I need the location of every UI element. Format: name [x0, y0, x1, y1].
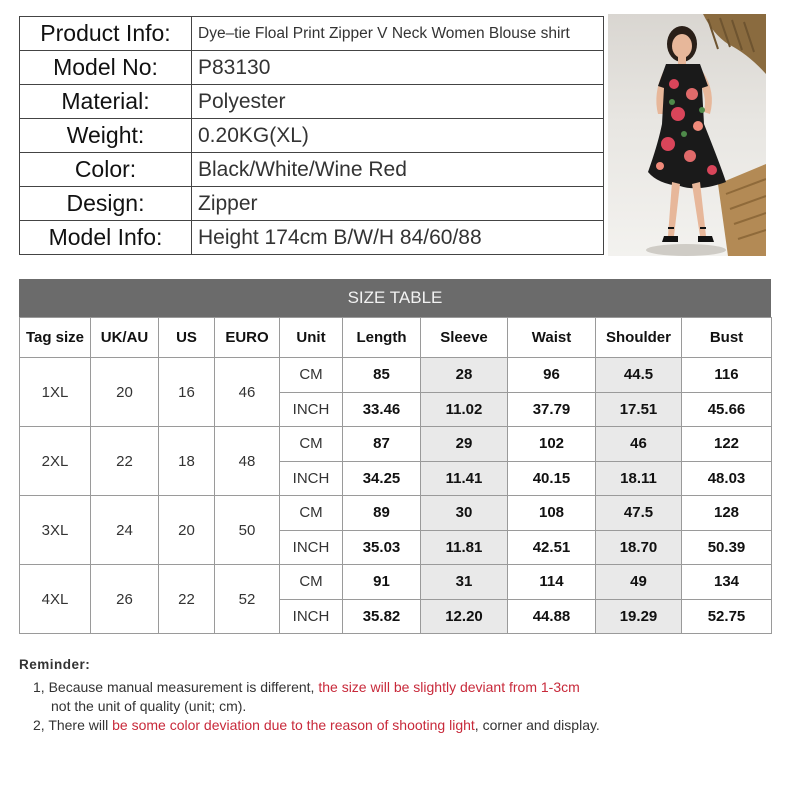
- size-table-header-cell: Unit: [280, 318, 343, 358]
- reminder-line-1: [33, 678, 759, 697]
- info-row: [20, 17, 604, 51]
- size-table-header-cell: EURO: [215, 318, 280, 358]
- flower: [686, 88, 698, 100]
- info-value: Zipper: [192, 187, 604, 221]
- size-cell-euro: 46: [215, 358, 280, 427]
- leaf: [669, 99, 675, 105]
- info-label: Weight:: [20, 119, 192, 153]
- left-sandal: [662, 236, 678, 242]
- info-label: Product Info:: [20, 17, 192, 51]
- size-cell-bust: 134: [682, 565, 772, 600]
- size-cell-bust: 52.75: [682, 599, 772, 634]
- wooden-deck: [718, 164, 766, 256]
- size-cell-length: 35.82: [343, 599, 421, 634]
- flower: [669, 79, 679, 89]
- size-table-header-row: [20, 318, 772, 358]
- size-cell-waist: 102: [508, 427, 596, 462]
- size-cell-unit: INCH: [280, 530, 343, 565]
- reminder-line-2-highlight: be some color deviation due to the reason of shooting light: [112, 717, 475, 733]
- flower: [693, 121, 703, 131]
- size-cell-unit: INCH: [280, 392, 343, 427]
- floor-shadow: [646, 244, 726, 256]
- info-row: [20, 51, 604, 85]
- size-cell-unit: INCH: [280, 599, 343, 634]
- size-cell-length: 35.03: [343, 530, 421, 565]
- size-cell-unit: CM: [280, 565, 343, 600]
- size-cell-us: 18: [159, 427, 215, 496]
- size-table-row: [20, 565, 772, 600]
- size-cell-shoulder: 46: [596, 427, 682, 462]
- size-table-header-cell: US: [159, 318, 215, 358]
- size-cell-length: 89: [343, 496, 421, 531]
- size-cell-bust: 122: [682, 427, 772, 462]
- size-cell-shoulder: 47.5: [596, 496, 682, 531]
- size-cell-length: 34.25: [343, 461, 421, 496]
- size-cell-us: 16: [159, 358, 215, 427]
- size-cell-shoulder: 18.70: [596, 530, 682, 565]
- size-cell-sleeve: 29: [421, 427, 508, 462]
- size-cell-uk: 24: [91, 496, 159, 565]
- reminder-line-2-text: 2, There will: [33, 717, 113, 733]
- right-sandal: [698, 236, 714, 242]
- size-table-header-cell: Waist: [508, 318, 596, 358]
- size-cell-bust: 116: [682, 358, 772, 393]
- leaf: [681, 131, 687, 137]
- model-photo: [608, 14, 766, 256]
- size-cell-sleeve: 28: [421, 358, 508, 393]
- thatched-roof: [703, 14, 766, 74]
- reminder-line-2: [33, 716, 759, 735]
- size-cell-uk: 20: [91, 358, 159, 427]
- size-cell-waist: 44.88: [508, 599, 596, 634]
- face: [672, 34, 692, 58]
- size-cell-tag: 4XL: [20, 565, 91, 634]
- size-cell-tag: 3XL: [20, 496, 91, 565]
- size-table-title: SIZE TABLE: [19, 279, 771, 317]
- neck: [678, 56, 686, 64]
- flower: [661, 137, 675, 151]
- info-label: Model No:: [20, 51, 192, 85]
- reminder-line-1-text: 1, Because manual measurement is different,: [33, 679, 319, 695]
- info-value: P83130: [192, 51, 604, 85]
- info-row: [20, 119, 604, 153]
- info-value: Dye–tie Floal Print Zipper V Neck Women Blouse shirt: [192, 17, 604, 51]
- size-cell-sleeve: 11.81: [421, 530, 508, 565]
- size-cell-sleeve: 11.41: [421, 461, 508, 496]
- size-cell-euro: 48: [215, 427, 280, 496]
- size-cell-shoulder: 49: [596, 565, 682, 600]
- info-row: [20, 221, 604, 255]
- flower: [684, 150, 696, 162]
- size-cell-euro: 52: [215, 565, 280, 634]
- size-table-header-cell: Sleeve: [421, 318, 508, 358]
- size-cell-waist: 114: [508, 565, 596, 600]
- size-cell-sleeve: 11.02: [421, 392, 508, 427]
- info-value: Polyester: [192, 85, 604, 119]
- size-table-header-cell: Bust: [682, 318, 772, 358]
- size-table-header-cell: UK/AU: [91, 318, 159, 358]
- flower: [671, 107, 685, 121]
- size-cell-length: 33.46: [343, 392, 421, 427]
- model-photo-illustration: [608, 14, 766, 256]
- product-info-table: [19, 16, 604, 255]
- info-value: 0.20KG(XL): [192, 119, 604, 153]
- size-cell-bust: 50.39: [682, 530, 772, 565]
- reminder-line-1-highlight: the size will be slightly deviant from 1-3cm: [318, 679, 580, 695]
- size-cell-shoulder: 18.11: [596, 461, 682, 496]
- size-cell-sleeve: 12.20: [421, 599, 508, 634]
- size-table-header-cell: Length: [343, 318, 421, 358]
- size-cell-us: 22: [159, 565, 215, 634]
- size-cell-waist: 42.51: [508, 530, 596, 565]
- size-table-header-cell: Tag size: [20, 318, 91, 358]
- size-cell-euro: 50: [215, 496, 280, 565]
- info-value: Height 174cm B/W/H 84/60/88: [192, 221, 604, 255]
- size-cell-sleeve: 30: [421, 496, 508, 531]
- size-table-row: [20, 358, 772, 393]
- reminder-section: [19, 657, 759, 735]
- size-cell-sleeve: 31: [421, 565, 508, 600]
- reminder-line-1-continued: not the unit of quality (unit; cm).: [51, 698, 247, 714]
- size-cell-unit: CM: [280, 358, 343, 393]
- info-value: Black/White/Wine Red: [192, 153, 604, 187]
- size-cell-length: 85: [343, 358, 421, 393]
- info-label: Model Info:: [20, 221, 192, 255]
- info-row: [20, 153, 604, 187]
- size-cell-unit: CM: [280, 427, 343, 462]
- info-label: Design:: [20, 187, 192, 221]
- info-row: [20, 85, 604, 119]
- size-cell-tag: 2XL: [20, 427, 91, 496]
- size-cell-shoulder: 19.29: [596, 599, 682, 634]
- size-cell-waist: 108: [508, 496, 596, 531]
- size-cell-shoulder: 17.51: [596, 392, 682, 427]
- size-cell-length: 87: [343, 427, 421, 462]
- size-cell-shoulder: 44.5: [596, 358, 682, 393]
- size-cell-tag: 1XL: [20, 358, 91, 427]
- info-row: [20, 187, 604, 221]
- size-cell-waist: 37.79: [508, 392, 596, 427]
- info-label: Material:: [20, 85, 192, 119]
- size-table-row: [20, 496, 772, 531]
- flower: [707, 165, 717, 175]
- reminder-line-2-suffix: , corner and display.: [474, 717, 600, 733]
- info-label: Color:: [20, 153, 192, 187]
- size-cell-length: 91: [343, 565, 421, 600]
- size-cell-bust: 45.66: [682, 392, 772, 427]
- size-cell-uk: 22: [91, 427, 159, 496]
- size-table-header-cell: Shoulder: [596, 318, 682, 358]
- size-cell-waist: 96: [508, 358, 596, 393]
- leaf: [699, 107, 705, 113]
- size-table-row: [20, 427, 772, 462]
- reminder-title: Reminder:: [19, 657, 91, 672]
- size-cell-bust: 48.03: [682, 461, 772, 496]
- size-table: [19, 317, 772, 634]
- size-cell-unit: INCH: [280, 461, 343, 496]
- size-cell-us: 20: [159, 496, 215, 565]
- size-cell-uk: 26: [91, 565, 159, 634]
- flower: [656, 162, 664, 170]
- size-cell-unit: CM: [280, 496, 343, 531]
- size-cell-bust: 128: [682, 496, 772, 531]
- size-cell-waist: 40.15: [508, 461, 596, 496]
